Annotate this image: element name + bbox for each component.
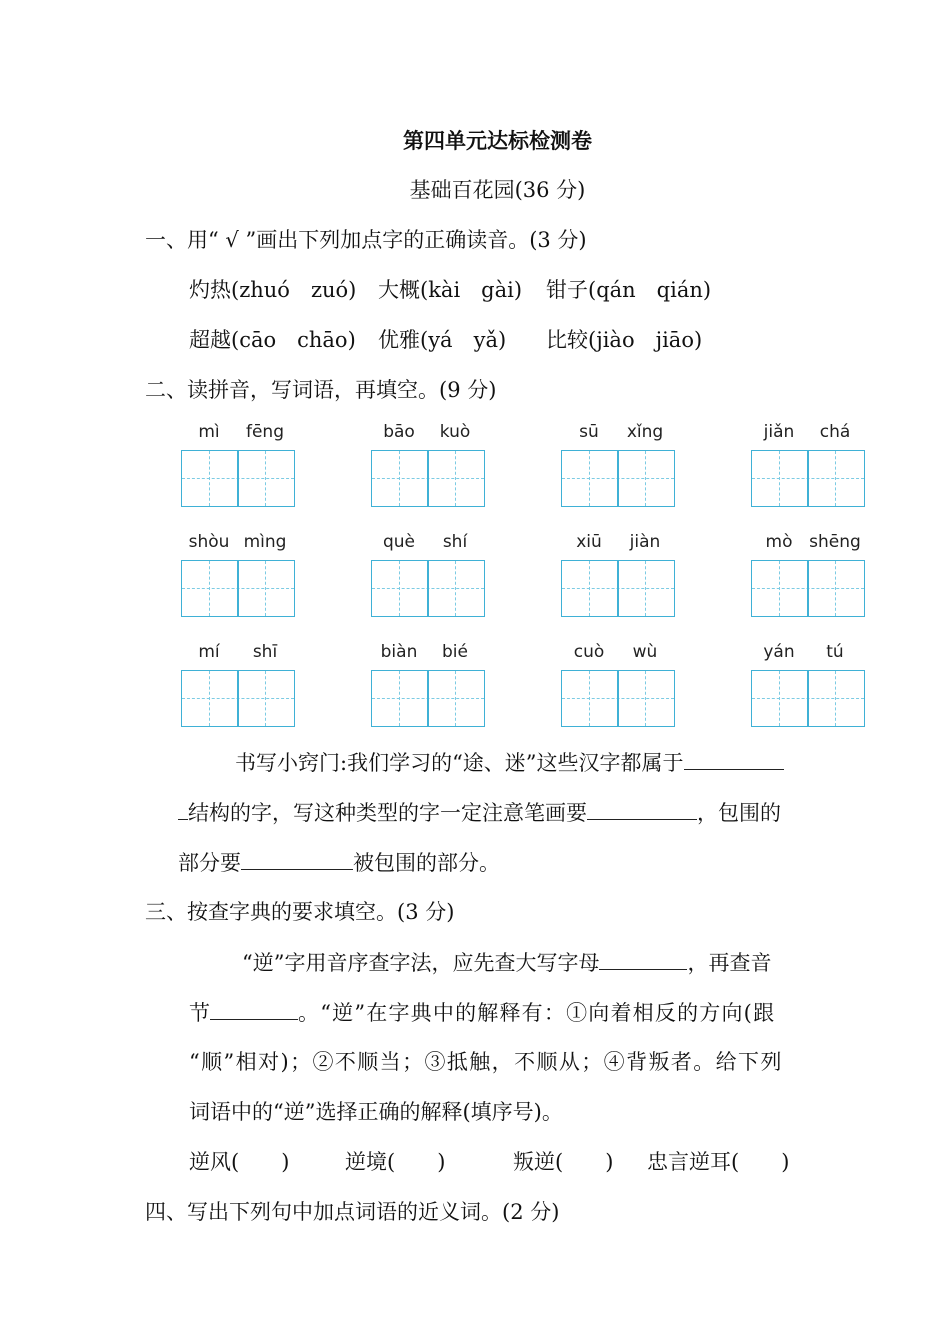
grid-dash [455,671,456,726]
q1-option: 钳子(qán qián) [546,278,712,302]
writing-box[interactable] [371,560,485,617]
q3-text: “逆”字用音序查字法，应先查大写字母 [242,951,600,975]
pinyin-label: xǐng [626,422,664,442]
pinyin-label: mò [765,532,793,552]
pinyin-label: shī [252,642,278,662]
q1-option: 大概(kài gài) [378,278,523,302]
q3-heading: 三、按查字典的要求填空。(3 分) [145,900,455,924]
q3-item: 逆风( ) [189,1150,290,1174]
pinyin-label: kuò [439,422,471,442]
pinyin-label: shí [442,532,468,552]
pinyin-label: què [382,532,416,552]
q3-item: 叛逆( ) [513,1150,614,1174]
grid-dash [265,671,266,726]
answer-blank[interactable] [241,847,353,870]
q3-text: 。“逆”在字典中的解释有：①向着相反的方向(跟 [298,1001,776,1025]
grid-dash [589,671,590,726]
grid-divider [617,451,619,506]
grid-dash [645,671,646,726]
q3-item: 忠言逆耳( ) [647,1150,790,1174]
grid-dash [589,561,590,616]
pinyin-label: mí [198,642,220,662]
answer-blank[interactable] [178,797,188,820]
q2-tip-line1 [235,747,784,778]
grid-divider [237,671,239,726]
grid-divider [237,451,239,506]
q3-line3: “顺”相对)；②不顺当；③抵触，不顺从；④背叛者。给下列 [189,1050,783,1074]
writing-box[interactable] [561,450,675,507]
grid-dash [399,451,400,506]
q1-option: 比较(jiào jiāo) [546,328,703,352]
pinyin-label: yán [763,642,795,662]
q3-line2 [189,997,775,1028]
pinyin-label: fēng [245,422,284,442]
grid-dash [779,451,780,506]
grid-dash [835,671,836,726]
writing-box[interactable] [181,670,295,727]
page-title: 第四单元达标检测卷 [403,129,592,153]
tip-text: 部分要 [178,851,241,875]
pinyin-label: mì [198,422,220,442]
writing-box[interactable] [181,560,295,617]
q4-heading: 四、写出下列句中加点词语的近义词。(2 分) [145,1200,560,1224]
grid-dash [265,451,266,506]
answer-blank[interactable] [684,747,784,770]
q2-heading: 二、读拼音，写词语，再填空。(9 分) [145,378,497,402]
pinyin-label: bāo [383,422,415,442]
tip-text: ，包围的 [697,801,781,825]
grid-divider [427,561,429,616]
writing-box[interactable] [371,670,485,727]
grid-dash [645,561,646,616]
q3-text: ，再查音 [687,951,772,975]
grid-divider [807,451,809,506]
q3-text: 节 [189,1001,210,1025]
grid-divider [807,671,809,726]
grid-dash [209,671,210,726]
grid-dash [265,561,266,616]
pinyin-label: xiū [576,532,602,552]
q2-tip-line3 [178,847,500,878]
q1-option: 超越(cāo chāo) [189,328,356,352]
tip-text: 结构的字，写这种类型的字一定注意笔画要 [188,801,587,825]
grid-dash [589,451,590,506]
grid-dash [779,671,780,726]
q1-option: 灼热(zhuó zuó) [189,278,357,302]
section-title: 基础百花园(36 分) [409,178,586,202]
q1-option: 优雅(yá yǎ) [378,328,507,352]
answer-blank[interactable] [587,797,697,820]
pinyin-label: tú [826,642,844,662]
q2-tip-line2 [178,797,781,828]
q3-line4: 词语中的“逆”选择正确的解释(填序号)。 [189,1100,563,1124]
pinyin-label: jiàn [629,532,661,552]
pinyin-label: jiǎn [763,422,795,442]
q3-item: 逆境( ) [345,1150,446,1174]
grid-dash [645,451,646,506]
q3-line1 [242,947,771,978]
pinyin-label: mìng [243,532,287,552]
writing-box[interactable] [751,670,865,727]
grid-dash [779,561,780,616]
grid-divider [617,561,619,616]
grid-dash [399,671,400,726]
grid-dash [455,561,456,616]
grid-divider [427,451,429,506]
pinyin-label: shòu [188,532,230,552]
tip-text: 书写小窍门:我们学习的“途、迷”这些汉字都属于 [235,751,684,775]
pinyin-label: shēng [809,532,861,552]
pinyin-label: cuò [573,642,605,662]
grid-dash [835,561,836,616]
pinyin-label: sū [579,422,599,442]
pinyin-label: wù [632,642,658,662]
writing-box[interactable] [751,450,865,507]
pinyin-label: biàn [380,642,418,662]
writing-box[interactable] [181,450,295,507]
pinyin-label: bié [442,642,468,662]
grid-dash [835,451,836,506]
writing-box[interactable] [751,560,865,617]
pinyin-label: chá [819,422,851,442]
grid-divider [427,671,429,726]
grid-divider [807,561,809,616]
grid-dash [209,451,210,506]
grid-dash [209,561,210,616]
q1-heading: 一、用“ √ ”画出下列加点字的正确读音。(3 分) [145,228,587,252]
grid-divider [617,671,619,726]
writing-box[interactable] [561,670,675,727]
grid-dash [455,451,456,506]
grid-divider [237,561,239,616]
writing-box[interactable] [561,560,675,617]
writing-box[interactable] [371,450,485,507]
answer-blank[interactable] [599,947,687,970]
tip-text: 被包围的部分。 [353,851,500,875]
grid-dash [399,561,400,616]
answer-blank[interactable] [210,997,298,1020]
